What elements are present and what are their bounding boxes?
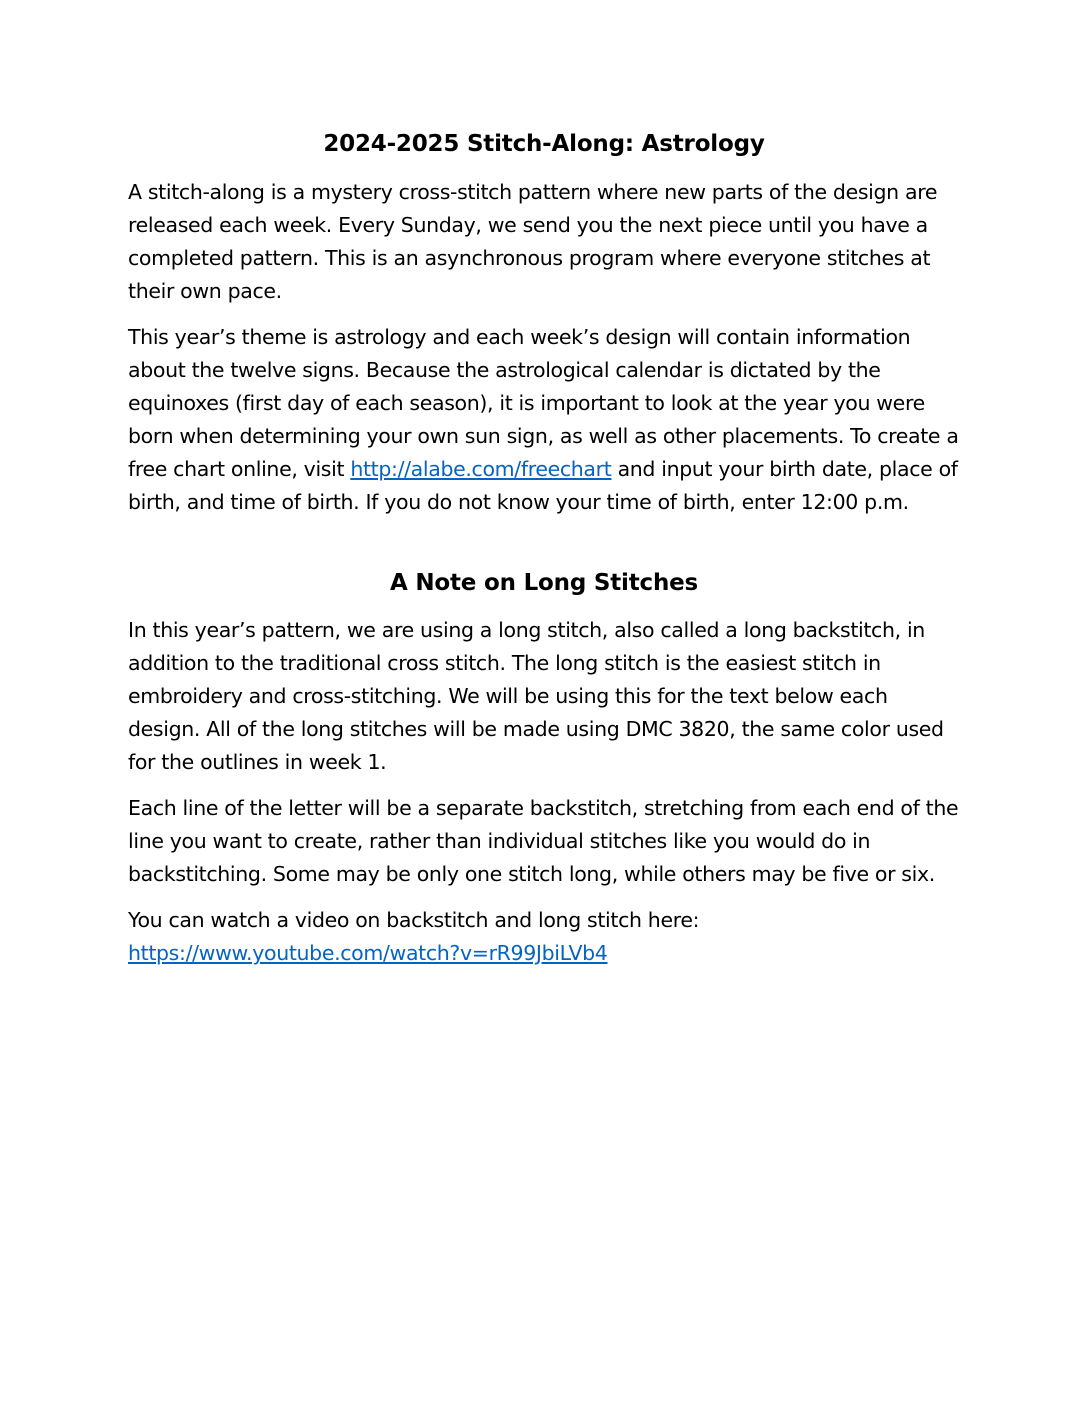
title-long-stitches: A Note on Long Stitches — [389, 570, 699, 596]
theme-text-after-link: and input your birth date, place of birth, and time of birth. If you do not know your time of birth, enter 12:00 p.m. — [128, 457, 958, 514]
long-stitch-paragraph: In this year’s pattern, we are using a long stitch, also called a long backstitch, in addition to the traditional cross stitch. The long stitch is the easiest stitch in embroidery and cross-stitching. We will be using this for the text below each design. All of the long stitches will be made using DMC 3820, the same color used for the outlines in week 1. — [128, 618, 944, 774]
title-stitch-along: 2024-2025 Stitch-Along: Astrology — [323, 131, 765, 157]
video-paragraph — [128, 904, 960, 970]
youtube-link[interactable]: https://www.youtube.com/watch?v=rR99JbiLVb4 — [128, 941, 608, 965]
document-content — [128, 126, 960, 983]
backstitch-paragraph: Each line of the letter will be a separate backstitch, stretching from each end of the line you want to create, rather than individual stitches like you would do in backstitching. Some may be only one stitch long, while others may be five or six. — [128, 796, 959, 886]
freechart-link[interactable]: http://alabe.com/freechart — [350, 457, 612, 481]
astrology-theme-paragraph — [128, 321, 960, 519]
video-text: You can watch a video on backstitch and long stitch here: — [128, 908, 700, 932]
intro-paragraph: A stitch-along is a mystery cross-stitch pattern where new parts of the design are released each week. Every Sunday, we send you the next piece until you have a completed pattern. This is an asynchronous program where everyone stitches at their own pace. — [128, 180, 938, 303]
theme-text-before-link: This year’s theme is astrology and each week’s design will contain information about the twelve signs. Because the astrological calendar is dictated by the equinoxes (first day of each season), it is important to look at the year you were born when determining your own sun sign, as well as other placements. To create a free chart online, visit — [128, 325, 959, 481]
